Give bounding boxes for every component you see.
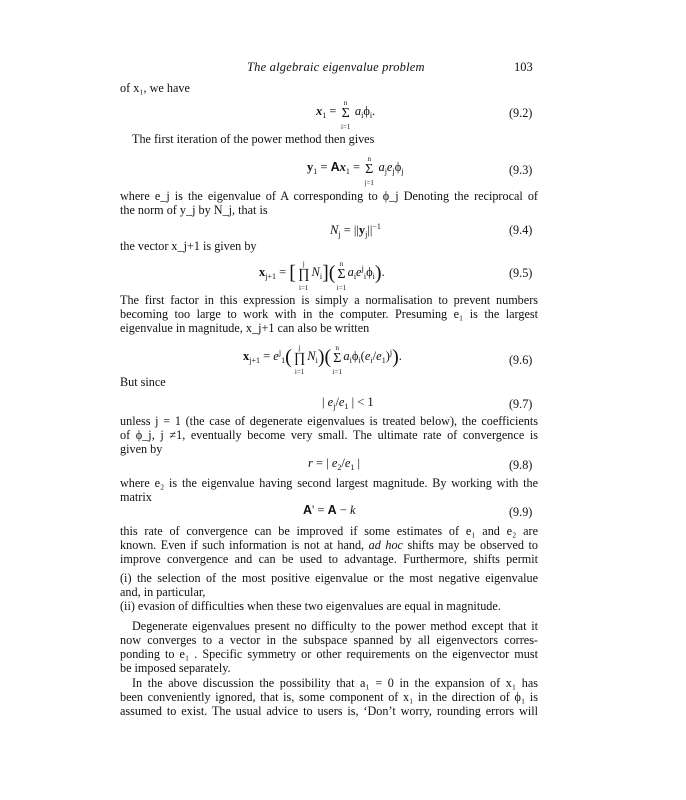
text-line bbox=[120, 428, 538, 442]
list-item bbox=[120, 599, 538, 613]
text-line bbox=[120, 704, 538, 718]
text-fragment: matrix bbox=[120, 490, 152, 504]
text-fragment: assumed to exist. The usual advice to users is, ‘Don’t worry, rounding errors will bbox=[120, 704, 538, 718]
equation-9-3: $y_1 = Ax_1 = \Sigma$ n j=1 $a_je_j\phi_j$ bbox=[307, 155, 404, 187]
equation-number: (9.4) bbox=[509, 223, 533, 237]
text-fragment: The first iteration of the power method then gives bbox=[132, 132, 375, 146]
text-line bbox=[120, 524, 538, 538]
equation-number: (9.8) bbox=[509, 458, 533, 472]
text-fragment: shifts may be observed to bbox=[402, 538, 538, 552]
text-fragment: and, in particular, bbox=[120, 585, 206, 599]
text-line bbox=[120, 293, 538, 307]
text-fragment: known. Even if such information is not at hand, bbox=[120, 538, 369, 552]
text-fragment: becoming too large to work with in the computer. Presuming e₁ is the largest bbox=[120, 307, 538, 321]
equation-9-8: r = | $e_2/e_1$ | bbox=[308, 456, 361, 472]
text-fragment: improve convergence and can be used to advantage. Furthermore, shifts permit bbox=[120, 552, 538, 566]
equation-9-5: $x_{j+1}$ = [ ∏ j i=1 $N_i$]( Σ n i=1 $a_ie^j_i\phi_i$). bbox=[259, 260, 385, 292]
text-fragment: But since bbox=[120, 375, 166, 389]
list-item bbox=[120, 571, 538, 585]
equation-9-7: | $e_j/e_1$ | < 1 bbox=[322, 395, 374, 411]
text-line bbox=[120, 189, 538, 203]
text-line bbox=[120, 619, 538, 633]
text-fragment: the norm of y_j by N_j, that is bbox=[120, 203, 268, 217]
text-fragment: be imposed separately. bbox=[120, 661, 231, 675]
text-fragment: In the above discussion the possibility that a₁ = 0 in the expansion of x₁ has bbox=[132, 676, 538, 690]
text-fragment: unless j = 1 (the case of degenerate eigenvalues is treated below), the coefficients bbox=[120, 414, 538, 428]
equation-number: (9.2) bbox=[509, 106, 533, 120]
text-fragment: now converges to a vector in the subspace spanned by all eigenvectors corres- bbox=[120, 633, 538, 647]
text-line bbox=[120, 203, 538, 217]
text-line bbox=[120, 490, 538, 504]
equation-9-6: $x_{j+1} = e^j_1$( ∏ j i=1 $N_i$)( Σ n i=1 $a_i\phi_i(e_i/e_1)^j$). bbox=[243, 344, 402, 376]
text-fragment: been conveniently ignored, that is, some component of x₁ in the direction of ϕ₁ is bbox=[120, 690, 538, 704]
text-line bbox=[120, 132, 538, 146]
text-fragment: this rate of convergence can be improved if some estimates of e₁ and e₂ are bbox=[120, 524, 538, 538]
text-fragment: The first factor in this expression is simply a normalisation to prevent numbers bbox=[120, 293, 538, 307]
text-line bbox=[120, 414, 538, 428]
text-fragment: where e_j is the eigenvalue of A corresponding to ϕ_j Denoting the reciprocal of bbox=[120, 189, 538, 203]
equation-9-9: A' = A − k bbox=[303, 503, 356, 517]
text-fragment: of x₁, we have bbox=[120, 81, 190, 95]
running-header-title: The algebraic eigenvalue problem bbox=[247, 60, 425, 74]
text-line bbox=[120, 552, 538, 566]
text-fragment: where e₂ is the eigenvalue having second largest magnitude. By working with the bbox=[120, 476, 538, 490]
text-fragment: Degenerate eigenvalues present no difficulty to the power method except that it bbox=[132, 619, 538, 633]
text-line bbox=[120, 676, 538, 690]
equation-number: (9.5) bbox=[509, 266, 533, 280]
text-line bbox=[120, 442, 538, 456]
text-line bbox=[120, 690, 538, 704]
text-line bbox=[120, 633, 538, 647]
text-line bbox=[120, 476, 538, 490]
text-line bbox=[120, 661, 538, 675]
page-number: 103 bbox=[514, 60, 533, 74]
text-fragment: (ii) evasion of difficulties when these two eigenvalues are equal in magnitude. bbox=[120, 599, 501, 613]
equation-number: (9.6) bbox=[509, 353, 533, 367]
list-item-continuation bbox=[120, 585, 538, 599]
text-line bbox=[120, 647, 538, 661]
text-line bbox=[120, 321, 538, 335]
equation-number: (9.9) bbox=[509, 505, 533, 519]
text-fragment-italic: ad hoc bbox=[368, 538, 403, 552]
text-fragment: the vector x_j+1 is given by bbox=[120, 239, 257, 253]
text-fragment: ponding to e₁ . Specific symmetry or other requirements on the eigenvector must bbox=[120, 647, 538, 661]
equation-9-4: $N_j = ||y_j||^{-1}$ bbox=[330, 222, 381, 239]
text-fragment: given by bbox=[120, 442, 163, 456]
text-fragment: (i) the selection of the most positive eigenvalue or the most negative eigenvalue bbox=[120, 571, 538, 585]
text-line bbox=[120, 375, 538, 389]
text-fragment: of ϕ_j, j ≠1, eventually become very small. The ultimate rate of convergence is bbox=[120, 428, 538, 442]
equation-number: (9.3) bbox=[509, 163, 533, 177]
text-fragment: eigenvalue in magnitude, x_j+1 can also be written bbox=[120, 321, 370, 335]
equation-9-2: $x_1 = \Sigma$ n i=1 $a_i\phi_i$. bbox=[316, 99, 376, 131]
text-line bbox=[120, 307, 538, 321]
text-line bbox=[120, 81, 538, 95]
text-line bbox=[120, 538, 538, 552]
equation-number: (9.7) bbox=[509, 397, 533, 411]
text-line bbox=[120, 239, 538, 253]
